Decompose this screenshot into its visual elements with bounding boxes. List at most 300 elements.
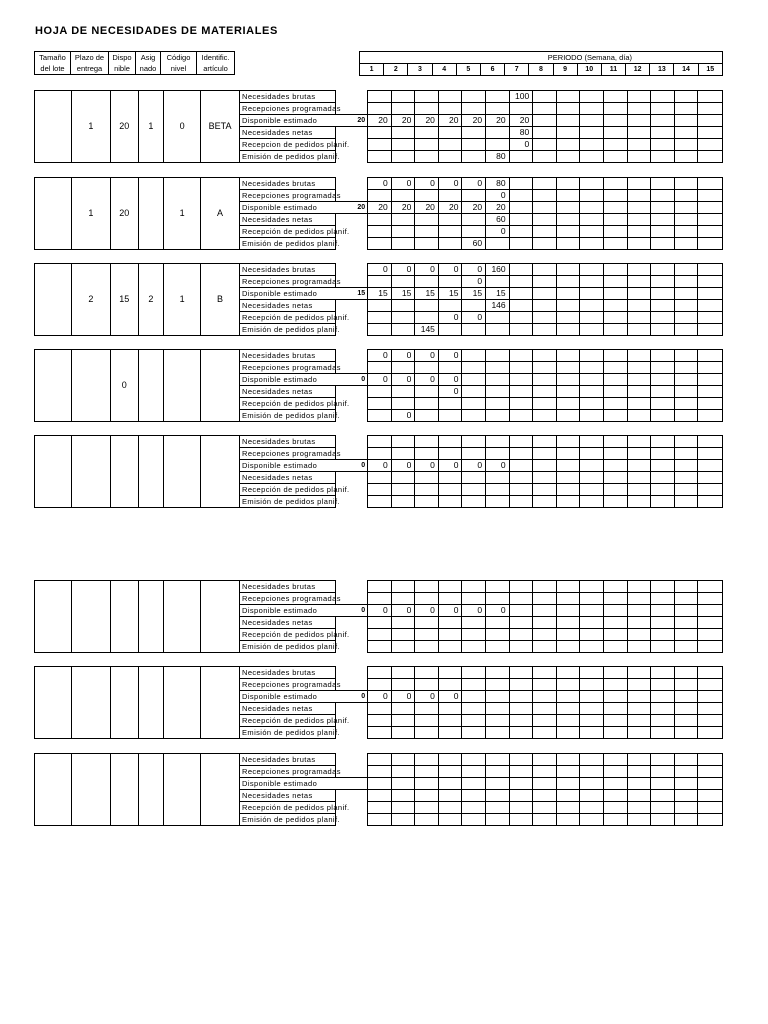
period-cell[interactable] — [580, 288, 604, 300]
period-cell[interactable] — [533, 629, 557, 641]
period-cell[interactable] — [556, 790, 580, 802]
period-cell[interactable] — [651, 496, 675, 508]
period-cell[interactable] — [556, 276, 580, 288]
period-cell[interactable] — [580, 91, 604, 103]
period-cell[interactable] — [368, 472, 392, 484]
period-cell[interactable] — [580, 790, 604, 802]
period-cell[interactable] — [627, 238, 651, 250]
period-cell[interactable] — [368, 778, 392, 790]
period-cell[interactable] — [368, 802, 392, 814]
period-cell[interactable] — [627, 778, 651, 790]
period-cell[interactable] — [580, 472, 604, 484]
period-cell[interactable] — [674, 641, 698, 653]
period-cell[interactable] — [533, 91, 557, 103]
period-cell[interactable] — [509, 264, 533, 276]
period-cell[interactable] — [627, 374, 651, 386]
period-cell[interactable] — [533, 374, 557, 386]
period-cell[interactable] — [603, 436, 627, 448]
period-cell[interactable] — [533, 226, 557, 238]
period-cell[interactable] — [674, 448, 698, 460]
period-cell[interactable] — [462, 496, 486, 508]
period-cell[interactable] — [486, 324, 510, 336]
period-cell[interactable] — [438, 436, 462, 448]
period-cell[interactable] — [627, 127, 651, 139]
period-cell[interactable] — [580, 312, 604, 324]
period-cell[interactable] — [603, 362, 627, 374]
period-cell[interactable] — [415, 190, 439, 202]
lead-time-cell[interactable] — [71, 667, 110, 739]
level-code-cell[interactable]: 1 — [164, 264, 201, 336]
period-cell[interactable] — [603, 178, 627, 190]
period-cell[interactable] — [533, 496, 557, 508]
period-cell[interactable]: 0 — [462, 264, 486, 276]
period-cell[interactable] — [462, 436, 486, 448]
level-code-cell[interactable] — [164, 581, 201, 653]
initial-available-cell[interactable]: 15 — [336, 288, 368, 300]
period-cell[interactable] — [533, 190, 557, 202]
period-cell[interactable] — [556, 448, 580, 460]
period-cell[interactable] — [651, 324, 675, 336]
period-cell[interactable] — [509, 617, 533, 629]
period-cell[interactable] — [556, 727, 580, 739]
period-cell[interactable] — [368, 190, 392, 202]
period-cell[interactable] — [698, 398, 723, 410]
period-cell[interactable] — [698, 667, 723, 679]
period-cell[interactable] — [368, 629, 392, 641]
period-cell[interactable] — [533, 766, 557, 778]
period-cell[interactable] — [391, 448, 415, 460]
period-cell[interactable] — [603, 778, 627, 790]
period-cell[interactable] — [603, 190, 627, 202]
period-cell[interactable]: 0 — [391, 350, 415, 362]
period-cell[interactable]: 20 — [368, 115, 392, 127]
period-cell[interactable] — [580, 362, 604, 374]
period-cell[interactable] — [486, 641, 510, 653]
period-cell[interactable] — [556, 754, 580, 766]
period-cell[interactable] — [698, 581, 723, 593]
period-cell[interactable] — [627, 691, 651, 703]
period-cell[interactable] — [651, 436, 675, 448]
period-cell[interactable] — [698, 91, 723, 103]
period-cell[interactable]: 20 — [415, 202, 439, 214]
period-cell[interactable] — [462, 814, 486, 826]
initial-available-cell[interactable]: 0 — [336, 605, 368, 617]
period-cell[interactable] — [462, 127, 486, 139]
period-cell[interactable] — [556, 778, 580, 790]
period-cell[interactable] — [674, 667, 698, 679]
period-cell[interactable] — [651, 448, 675, 460]
period-cell[interactable] — [698, 288, 723, 300]
period-cell[interactable] — [533, 754, 557, 766]
period-cell[interactable] — [509, 703, 533, 715]
period-cell[interactable] — [462, 802, 486, 814]
period-cell[interactable] — [651, 691, 675, 703]
period-cell[interactable] — [674, 190, 698, 202]
period-cell[interactable] — [651, 103, 675, 115]
period-cell[interactable]: 0 — [391, 460, 415, 472]
period-cell[interactable] — [698, 386, 723, 398]
period-cell[interactable] — [533, 802, 557, 814]
period-cell[interactable] — [462, 139, 486, 151]
period-cell[interactable] — [509, 276, 533, 288]
period-cell[interactable] — [462, 629, 486, 641]
period-cell[interactable] — [509, 374, 533, 386]
period-cell[interactable] — [580, 115, 604, 127]
period-cell[interactable] — [603, 350, 627, 362]
period-cell[interactable] — [533, 350, 557, 362]
initial-available-cell[interactable]: 0 — [336, 691, 368, 703]
period-cell[interactable] — [651, 593, 675, 605]
period-cell[interactable]: 15 — [462, 288, 486, 300]
period-cell[interactable] — [438, 362, 462, 374]
period-cell[interactable] — [391, 778, 415, 790]
period-cell[interactable] — [651, 115, 675, 127]
period-cell[interactable] — [533, 448, 557, 460]
period-cell[interactable] — [391, 91, 415, 103]
period-cell[interactable] — [674, 460, 698, 472]
period-cell[interactable] — [462, 667, 486, 679]
period-cell[interactable]: 20 — [486, 202, 510, 214]
period-cell[interactable] — [438, 190, 462, 202]
period-cell[interactable] — [415, 386, 439, 398]
period-cell[interactable] — [509, 593, 533, 605]
period-cell[interactable] — [391, 436, 415, 448]
period-cell[interactable] — [627, 190, 651, 202]
period-cell[interactable] — [627, 617, 651, 629]
period-cell[interactable] — [391, 593, 415, 605]
period-cell[interactable] — [674, 410, 698, 422]
initial-available-cell[interactable]: 0 — [336, 460, 368, 472]
period-cell[interactable] — [674, 300, 698, 312]
period-cell[interactable] — [533, 127, 557, 139]
period-cell[interactable] — [391, 151, 415, 163]
period-cell[interactable] — [486, 593, 510, 605]
period-cell[interactable] — [674, 238, 698, 250]
period-cell[interactable] — [415, 436, 439, 448]
period-cell[interactable]: 0 — [415, 374, 439, 386]
period-cell[interactable] — [556, 766, 580, 778]
period-cell[interactable] — [651, 226, 675, 238]
period-cell[interactable] — [415, 593, 439, 605]
lot-size-cell[interactable] — [35, 91, 72, 163]
period-cell[interactable] — [556, 691, 580, 703]
assigned-cell[interactable] — [138, 436, 164, 508]
period-cell[interactable] — [556, 629, 580, 641]
period-cell[interactable] — [509, 398, 533, 410]
period-cell[interactable] — [651, 472, 675, 484]
period-cell[interactable] — [368, 103, 392, 115]
period-cell[interactable] — [556, 472, 580, 484]
period-cell[interactable]: 0 — [391, 691, 415, 703]
period-cell[interactable]: 0 — [438, 691, 462, 703]
period-cell[interactable] — [415, 238, 439, 250]
period-cell[interactable] — [486, 436, 510, 448]
period-cell[interactable] — [438, 814, 462, 826]
period-cell[interactable] — [698, 484, 723, 496]
period-cell[interactable] — [509, 312, 533, 324]
period-cell[interactable] — [509, 691, 533, 703]
period-cell[interactable] — [486, 617, 510, 629]
period-cell[interactable] — [627, 641, 651, 653]
period-cell[interactable]: 15 — [391, 288, 415, 300]
period-cell[interactable] — [627, 324, 651, 336]
period-cell[interactable] — [509, 300, 533, 312]
period-cell[interactable] — [556, 127, 580, 139]
period-cell[interactable] — [438, 766, 462, 778]
assigned-cell[interactable] — [138, 754, 164, 826]
item-id-cell[interactable]: BETA — [201, 91, 240, 163]
period-cell[interactable] — [580, 581, 604, 593]
period-cell[interactable]: 0 — [368, 374, 392, 386]
period-cell[interactable] — [462, 766, 486, 778]
period-cell[interactable] — [391, 581, 415, 593]
period-cell[interactable] — [462, 374, 486, 386]
period-cell[interactable] — [698, 593, 723, 605]
period-cell[interactable] — [391, 629, 415, 641]
period-cell[interactable] — [486, 814, 510, 826]
period-cell[interactable] — [509, 605, 533, 617]
period-cell[interactable]: 0 — [486, 190, 510, 202]
period-cell[interactable] — [627, 350, 651, 362]
period-cell[interactable] — [368, 127, 392, 139]
period-cell[interactable] — [603, 715, 627, 727]
period-cell[interactable] — [603, 691, 627, 703]
period-cell[interactable] — [509, 754, 533, 766]
period-cell[interactable] — [698, 814, 723, 826]
period-cell[interactable] — [509, 238, 533, 250]
period-cell[interactable] — [462, 790, 486, 802]
period-cell[interactable] — [486, 276, 510, 288]
period-cell[interactable] — [627, 581, 651, 593]
period-cell[interactable] — [698, 362, 723, 374]
period-cell[interactable] — [533, 288, 557, 300]
period-cell[interactable] — [698, 264, 723, 276]
period-cell[interactable] — [651, 362, 675, 374]
period-cell[interactable] — [627, 214, 651, 226]
period-cell[interactable] — [603, 448, 627, 460]
period-cell[interactable] — [368, 398, 392, 410]
period-cell[interactable] — [486, 350, 510, 362]
period-cell[interactable] — [391, 790, 415, 802]
period-cell[interactable] — [627, 276, 651, 288]
period-cell[interactable]: 80 — [486, 178, 510, 190]
period-cell[interactable] — [651, 814, 675, 826]
period-cell[interactable] — [533, 460, 557, 472]
period-cell[interactable] — [486, 139, 510, 151]
period-cell[interactable] — [603, 288, 627, 300]
period-cell[interactable] — [368, 91, 392, 103]
period-cell[interactable] — [486, 727, 510, 739]
period-cell[interactable] — [556, 814, 580, 826]
period-cell[interactable] — [580, 276, 604, 288]
lot-size-cell[interactable] — [35, 754, 72, 826]
lot-size-cell[interactable] — [35, 264, 72, 336]
period-cell[interactable] — [556, 802, 580, 814]
period-cell[interactable]: 0 — [415, 460, 439, 472]
period-cell[interactable] — [368, 324, 392, 336]
level-code-cell[interactable] — [164, 754, 201, 826]
period-cell[interactable] — [509, 214, 533, 226]
period-cell[interactable] — [368, 496, 392, 508]
period-cell[interactable] — [674, 629, 698, 641]
period-cell[interactable] — [698, 802, 723, 814]
period-cell[interactable] — [391, 715, 415, 727]
period-cell[interactable] — [415, 362, 439, 374]
period-cell[interactable] — [651, 238, 675, 250]
period-cell[interactable] — [698, 324, 723, 336]
period-cell[interactable] — [415, 448, 439, 460]
period-cell[interactable] — [415, 496, 439, 508]
item-id-cell[interactable] — [201, 581, 240, 653]
lead-time-cell[interactable] — [71, 754, 110, 826]
period-cell[interactable] — [368, 151, 392, 163]
period-cell[interactable] — [580, 127, 604, 139]
period-cell[interactable] — [651, 790, 675, 802]
period-cell[interactable]: 0 — [368, 264, 392, 276]
period-cell[interactable] — [556, 484, 580, 496]
period-cell[interactable] — [627, 593, 651, 605]
assigned-cell[interactable]: 2 — [138, 264, 164, 336]
period-cell[interactable] — [462, 581, 486, 593]
period-cell[interactable]: 20 — [438, 115, 462, 127]
period-cell[interactable] — [651, 190, 675, 202]
period-cell[interactable] — [674, 581, 698, 593]
period-cell[interactable] — [462, 448, 486, 460]
period-cell[interactable] — [486, 386, 510, 398]
period-cell[interactable] — [674, 350, 698, 362]
period-cell[interactable] — [580, 202, 604, 214]
period-cell[interactable] — [556, 238, 580, 250]
period-cell[interactable] — [627, 300, 651, 312]
period-cell[interactable] — [486, 496, 510, 508]
period-cell[interactable] — [580, 103, 604, 115]
period-cell[interactable] — [603, 790, 627, 802]
period-cell[interactable] — [391, 727, 415, 739]
period-cell[interactable] — [556, 703, 580, 715]
period-cell[interactable] — [674, 617, 698, 629]
period-cell[interactable] — [674, 790, 698, 802]
period-cell[interactable] — [580, 398, 604, 410]
period-cell[interactable] — [533, 691, 557, 703]
period-cell[interactable] — [627, 667, 651, 679]
period-cell[interactable] — [391, 214, 415, 226]
period-cell[interactable] — [651, 386, 675, 398]
period-cell[interactable] — [556, 460, 580, 472]
period-cell[interactable] — [556, 312, 580, 324]
period-cell[interactable] — [556, 214, 580, 226]
period-cell[interactable]: 0 — [509, 139, 533, 151]
period-cell[interactable] — [627, 496, 651, 508]
period-cell[interactable] — [674, 605, 698, 617]
period-cell[interactable]: 0 — [415, 178, 439, 190]
period-cell[interactable] — [391, 103, 415, 115]
period-cell[interactable] — [438, 727, 462, 739]
period-cell[interactable] — [603, 679, 627, 691]
period-cell[interactable] — [391, 617, 415, 629]
period-cell[interactable]: 0 — [391, 605, 415, 617]
period-cell[interactable] — [698, 350, 723, 362]
period-cell[interactable] — [556, 151, 580, 163]
period-cell[interactable]: 0 — [462, 312, 486, 324]
period-cell[interactable]: 0 — [368, 691, 392, 703]
period-cell[interactable] — [415, 814, 439, 826]
assigned-cell[interactable] — [138, 667, 164, 739]
period-cell[interactable] — [603, 472, 627, 484]
period-cell[interactable] — [580, 238, 604, 250]
period-cell[interactable] — [486, 362, 510, 374]
period-cell[interactable] — [627, 472, 651, 484]
lot-size-cell[interactable] — [35, 581, 72, 653]
period-cell[interactable]: 0 — [415, 691, 439, 703]
period-cell[interactable] — [674, 814, 698, 826]
lot-size-cell[interactable] — [35, 667, 72, 739]
period-cell[interactable] — [509, 410, 533, 422]
period-cell[interactable] — [509, 448, 533, 460]
period-cell[interactable] — [438, 629, 462, 641]
period-cell[interactable] — [486, 766, 510, 778]
period-cell[interactable] — [580, 605, 604, 617]
period-cell[interactable] — [391, 814, 415, 826]
period-cell[interactable] — [438, 410, 462, 422]
period-cell[interactable] — [368, 214, 392, 226]
period-cell[interactable] — [651, 91, 675, 103]
period-cell[interactable] — [580, 448, 604, 460]
period-cell[interactable] — [415, 410, 439, 422]
period-cell[interactable] — [603, 139, 627, 151]
period-cell[interactable] — [698, 139, 723, 151]
period-cell[interactable]: 20 — [462, 115, 486, 127]
period-cell[interactable] — [415, 276, 439, 288]
period-cell[interactable]: 0 — [438, 312, 462, 324]
period-cell[interactable] — [462, 151, 486, 163]
period-cell[interactable]: 60 — [462, 238, 486, 250]
period-cell[interactable] — [509, 103, 533, 115]
period-cell[interactable] — [698, 238, 723, 250]
period-cell[interactable] — [651, 178, 675, 190]
period-cell[interactable] — [674, 715, 698, 727]
period-cell[interactable] — [486, 238, 510, 250]
period-cell[interactable]: 20 — [509, 115, 533, 127]
period-cell[interactable] — [368, 641, 392, 653]
period-cell[interactable] — [627, 703, 651, 715]
period-cell[interactable] — [438, 581, 462, 593]
period-cell[interactable]: 160 — [486, 264, 510, 276]
period-cell[interactable] — [509, 766, 533, 778]
period-cell[interactable] — [415, 679, 439, 691]
period-cell[interactable] — [674, 778, 698, 790]
period-cell[interactable] — [651, 202, 675, 214]
period-cell[interactable] — [509, 790, 533, 802]
period-cell[interactable] — [533, 581, 557, 593]
period-cell[interactable]: 0 — [438, 386, 462, 398]
lot-size-cell[interactable] — [35, 178, 72, 250]
period-cell[interactable] — [698, 312, 723, 324]
item-id-cell[interactable] — [201, 436, 240, 508]
period-cell[interactable]: 146 — [486, 300, 510, 312]
period-cell[interactable] — [533, 178, 557, 190]
period-cell[interactable]: 0 — [368, 178, 392, 190]
period-cell[interactable] — [533, 679, 557, 691]
period-cell[interactable] — [580, 151, 604, 163]
period-cell[interactable] — [603, 814, 627, 826]
assigned-cell[interactable] — [138, 350, 164, 422]
period-cell[interactable] — [580, 190, 604, 202]
initial-available-cell[interactable]: 0 — [336, 374, 368, 386]
period-cell[interactable] — [415, 226, 439, 238]
period-cell[interactable] — [627, 139, 651, 151]
period-cell[interactable] — [556, 593, 580, 605]
period-cell[interactable] — [556, 202, 580, 214]
